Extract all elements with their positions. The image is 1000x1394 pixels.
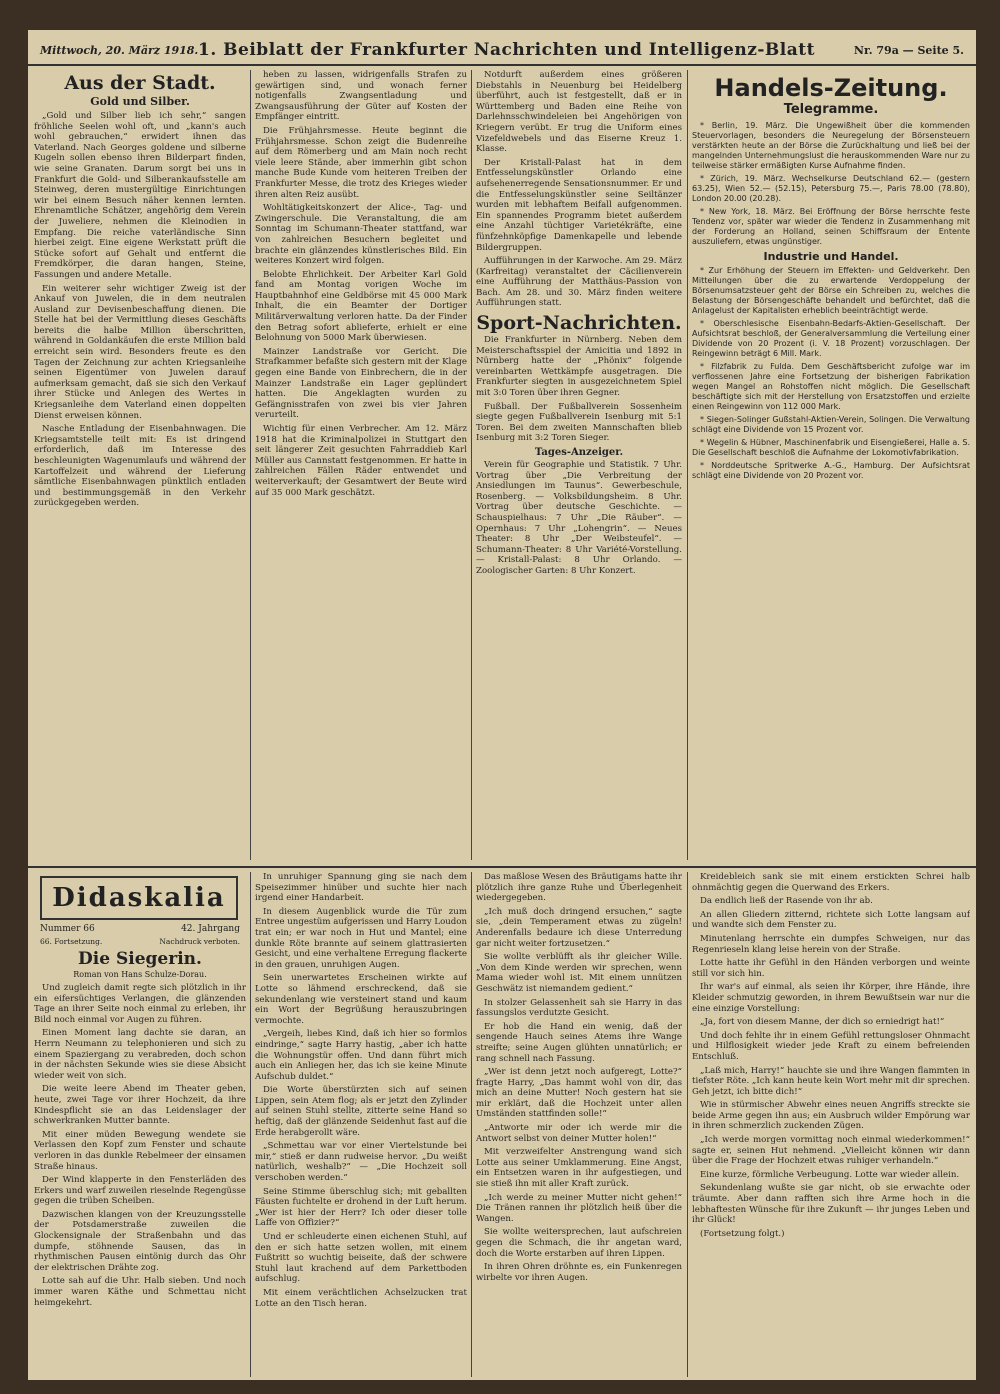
issue-number: Nummer 66 xyxy=(40,924,95,934)
novel-paragraph: In ihren Ohren dröhnte es, ein Funkenregen wirbelte vor ihren Augen. xyxy=(476,1262,682,1283)
novel-paragraph: In unruhiger Spannung ging sie nach dem Speisezimmer hinüber und suchte hier nach irgend einer Handarbeit. xyxy=(255,872,467,904)
novel-title: Die Siegerin. xyxy=(78,949,202,969)
article-paragraph: Mainzer Landstraße vor Gericht. Die Strafkammer befaßte sich gestern mit der Klage gegen eine Bande von Einbrechern, die in der Mainzer Landstraße ein Lager geplündert hatten. Die Angeklagten wurden zu Gefängnisstrafen von zwei bis vier Jahren verurteilt. xyxy=(255,346,467,421)
novel-paragraph: Der Wind klapperte in den Fensterläden des Erkers und warf zuweilen rieselnde Regengüsse gegen die trüben Scheiben. xyxy=(34,1175,246,1207)
business-paragraph: * Oberschlesische Eisenbahn-Bedarfs-Aktien-Gesellschaft. Der Aufsichtsrat beschloß, der Generalversammlung die Verteilung einer Dividende von 20 Prozent (i. V. 18 Prozent) vorzuschlagen. Der Reingewinn beträgt 6 Mill. Mark. xyxy=(692,319,970,358)
daily-notices-heading: Tages-Anzeiger. xyxy=(534,447,624,458)
sport-paragraph: Die Frankfurter in Nürnberg. Neben dem Meisterschaftsspiel der Amicitia und 1892 in Nürnberg hatte der „Phönix“ folgende vereinbarten Wettkämpfe ausgetragen. Die Frankfurter siegten in ausgezeichnetem Spiel mit 3:0 Toren über ihren Gegner. xyxy=(476,335,682,399)
article-paragraph: Wichtig für einen Verbrecher. Am 12. März 1918 hat die Kriminalpolizei in Stuttgart den seit längerer Zeit gesuchten Fahrraddieb Karl Müller aus Cannstatt festgenommen. Er hatte in zahlreichen Fällen Räder entwendet und weiterverkauft; der Gesamtwert der Beute wird auf 35 000 Mark geschätzt. xyxy=(255,424,467,498)
novel-paragraph: Und doch fehlte ihr in einem Gefühl rettungsloser Ohnmacht und Hilflosigkeit wieder jede Kraft zu einem befreienden Entschluß. xyxy=(692,1030,970,1062)
article-paragraph: Die Frühjahrsmesse. Heute beginnt die Frühjahrsmesse. Schon zeigt die Budenreihe auf dem Römerberg und am Main noch recht viele leere Stände, aber immerhin gibt schon manche Bude Kunde vom heiteren Treiben der Frankfurter Messe, die trotz des Krieges wieder ihren alten Reiz ausübt. xyxy=(255,125,467,200)
masthead-date: Mittwoch, 20. März 1918. xyxy=(40,44,199,57)
telegram-paragraph: * Berlin, 19. März. Die Ungewißheit über die kommenden Steuervorlagen, besonders die Neuregelung der Börsensteuern verstärkten heute an der Börse die Zurückhaltung und ließ bei der mangelnden Unternehmungslust die herauskommenden Ware nur zu teilweise stärker ermäßigten Kurse Aufnahme finden. xyxy=(692,121,970,170)
novel-paragraph: Sie wollte weitersprechen, laut aufschreien gegen die Schmach, die ihr angetan ward, doch die Worte erstarben auf ihren Lippen. xyxy=(476,1227,682,1259)
issue-year: 42. Jahrgang xyxy=(181,924,240,934)
business-section-title: Handels-Zeitung. xyxy=(714,74,948,102)
newspaper-page xyxy=(28,30,976,1380)
business-paragraph: * Zur Erhöhung der Steuern im Effekten- und Geldverkehr. Den Mitteilungen über die zu erwartende Verdoppelung der Börsenumsatzsteuer geht der Börse ein Schreiben zu, welches die Belastung der Börsengeschäfte behandelt und befürchtet, daß die Anlagelust der Kapitalisten erheblich beeinträchtigt werde. xyxy=(692,266,970,315)
column-divider xyxy=(687,70,688,860)
novel-paragraph: Minutenlang herrschte ein dumpfes Schweigen, nur das Regenrieseln klang leise herein von der Straße. xyxy=(692,933,970,955)
article-paragraph: heben zu lassen, widrigenfalls Strafen zu gewärtigen sind, und wonach ferner notigenfalls Zwangsentladung und Zwangsausführung der Güter auf Kosten der Empfänger eintritt. xyxy=(255,70,467,123)
article-paragraph: „Gold und Silber lieb ich sehr,“ sangen fröhliche Seelen wohl oft, und „kann's auch wohl gebrauchen,“ erwidert ihnen das Vaterland. Nach Georges goldene und silberne Kugeln sollen ebenso ihren Bilderpart finden, wie seine Granaten. Darum sorgt bei uns in Frankfurt die Gold- und Silberankaufsstelle am Steinweg, deren mustergültige Einrichtungen wir bei einem Besuch näher kennen lernten. Ehrenamtliche Schätzer, angehörig dem Verein der Juweliere, nehmen die Kleinodien in Empfang. Die reiche vaterländische Sinn hierbei zeigt. Eine eigene Werkstatt prüft die Stücke sofort auf Gehalt und entfernt die Fremdkörper, die daran hangen, Steine, Fassungen und andere Metalle. xyxy=(34,111,246,280)
novel-paragraph: Mit einem verächtlichen Achselzucken trat Lotte an den Tisch heran. xyxy=(255,1287,467,1309)
sport-news-column xyxy=(476,70,682,860)
novel-paragraph: In diesem Augenblick wurde die Tür zum Entree ungestüm aufgerissen und Harry Loudon trat ein; er war noch in Hut und Mantel; eine dunkle Röte brannte auf seinem glattrasierten Gesicht, und eine verhaltene Erregung flackerte in den grauen, unruhigen Augen. xyxy=(255,906,467,970)
industry-trade-heading: Industrie und Handel. xyxy=(763,250,899,263)
novel-paragraph: Da endlich ließ der Rasende von ihr ab. xyxy=(700,896,873,907)
novel-paragraph: Kreidebleich sank sie mit einem erstickten Schrei halb ohnmächtig gegen die Querwand des Erkers. xyxy=(692,872,970,893)
novel-paragraph: Seine Stimme überschlug sich; mit geballten Fäusten fuchtelte er drohend in der Luft herum. „Wer ist hier der Herr? Ich oder dieser tolle Laffe von Offizier?“ xyxy=(255,1186,467,1229)
novel-paragraph: „Ja, fort von diesem Manne, der dich so erniedrigt hat!“ xyxy=(700,1017,945,1028)
column-divider xyxy=(687,872,688,1377)
novel-paragraph: Dazwischen klangen von der Kreuzungsstelle der Potsdamerstraße zuweilen die Glockensignale der Straßenbahn und das dumpfe, stöhnende Sausen, das in rhythmischen Pausen eintönig durch das Ohr der elektrischen Drähte zog. xyxy=(34,1209,246,1273)
reprint-notice: Nachdruck verboten. xyxy=(159,937,240,946)
novel-paragraph: Sie wollte verblüfft als ihr gleicher Wille. „Von dem Kinde werden wir sprechen, wenn Mama wieder wohl ist. Mit einem unnützen Geschwätz ist niemandem gedient.“ xyxy=(476,952,682,994)
novel-paragraph: Er hob die Hand ein wenig, daß der sengende Hauch seines Atems ihre Wange streifte; seine Augen glühten unnatürlich; er rang schnell nach Fassung. xyxy=(476,1021,682,1064)
novel-paragraph: „Ich werde morgen vormittag noch einmal wiederkommen!“ sagte er, seinen Hut nehmend. „Vielleicht können wir dann über die Frage der Hochzeit etwas ruhiger verhandeln.“ xyxy=(692,1135,970,1167)
novel-paragraph: Und er schleuderte einen eichenen Stuhl, auf den er sich hatte setzen wollen, mit einem Fußtritt so wuchtig beiseite, daß der schwere Stuhl laut krachend auf dem Parkettboden aufschlug. xyxy=(255,1232,467,1285)
novel-paragraph: Und zugleich damit regte sich plötzlich in ihr ein eifersüchtiges Verlangen, die glänzenden Tage an ihrer Seite noch einmal zu erleben, ihr Bild noch einmal vor Augen zu führen. xyxy=(34,983,246,1025)
issue-line xyxy=(40,924,240,934)
article-paragraph: Notdurft außerdem eines größeren Diebstahls in Neuenburg bei Heidelberg überführt, auch ist festgestellt, daß er in Württemberg und Baden eine Reihe von Darlehnsschwindeleien bei Angehörigen von Kriegern verübt. Er trug die Uniform eines Vizefeldwebels und das Eiserne Kreuz 1. Klasse. xyxy=(476,70,682,155)
feuilleton-column-2 xyxy=(255,872,467,1377)
novel-byline: Roman von Hans Schulze-Dorau. xyxy=(73,970,207,979)
novel-paragraph: „Wer ist denn jetzt noch aufgeregt, Lotte?“ fragte Harry, „Das hammt wohl von dir, das mich an deine Mutter! Noch gestern hat sie mir erklärt, daß die Hochzeit unter allen Umständen stattfinden solle!“ xyxy=(476,1067,682,1120)
novel-paragraph: Wie in stürmischer Abwehr eines neuen Angriffs streckte sie beide Arme gegen ihn aus; ein Ausbruch wilder Empörung war in ihren schmerzlich zuckenden Zügen. xyxy=(692,1100,970,1132)
article-paragraph: Ein weiterer sehr wichtiger Zweig ist der Ankauf von Juwelen, die in dem neutralen Ausland zur Devisenbeschaffung dienen. Die Stelle hat bei der Vermittlung dieses Geschäfts bereits die halbe Million überschritten, während in Goldankäufen die erste Million bald erreicht sein wird. Besonders freute es den Tagen der Zeichnung zur achten Kriegsanleihe seinen Eigentümer von Juwelen darauf aufmerksam gemacht, daß sie sich den Verkauf ihrer Stücke und Anlegen des Wertes in Kriegsanleihe dem Vaterland einen doppelten Dienst erweisen können. xyxy=(34,283,246,421)
novel-paragraph: (Fortsetzung folgt.) xyxy=(700,1228,785,1239)
novel-paragraph: „Vergeih, liebes Kind, daß ich hier so formlos eindringe,“ sagte Harry hastig, „aber ich hatte die Wohnungstür offen. Und dann führt mich auch ein Anliegen her, das ich sie keine Minute Aufschub duldet.“ xyxy=(255,1029,467,1082)
local-news-column xyxy=(34,70,246,860)
feuilleton-column-3 xyxy=(476,872,682,1377)
continuation-line xyxy=(40,937,240,946)
article-paragraph: Der Kristall-Palast hat in dem Entfesselungskünstler Orlando eine aufsehenerregende Sensationsnummer. Er und die Entfesselungskünstler seine Seiltänzer wurden mit lebhaftem Beifall aufgenommen. Ein spannendes Programm bietet außerdem eine Anzahl tüchtiger Varietékräfte, eine fünfzehnköpfige Damenkapelle und lebende Bildergruppen. xyxy=(476,157,682,253)
masthead-page-number: Nr. 79a — Seite 5. xyxy=(853,44,964,57)
masthead-title: 1. Beiblatt der Frankfurter Nachrichten und Intelligenz-Blatt xyxy=(198,40,815,60)
feuilleton-column-4 xyxy=(692,872,970,1377)
novel-paragraph: „Laß mich, Harry!“ hauchte sie und ihre Wangen flammten in tiefster Röte. „Ich kann heute kein Wort mehr mit dir sprechen. Geh jetzt, ich bitte dich!“ xyxy=(692,1065,970,1097)
article-paragraph: Belobte Ehrlichkeit. Der Arbeiter Karl Gold fand am Montag vorigen Woche im Hauptbahnhof eine Geldbörse mit 45 000 Mark Inhalt, die ein Beamter der Dortiger Militärverwaltung verloren hatte. Da der Finder den Betrag sofort ablieferte, erhielt er eine Belohnung von 5000 Mark überwiesen. xyxy=(255,269,467,344)
novel-paragraph: „Antworte mir oder ich werde mir die Antwort selbst von deiner Mutter holen!“ xyxy=(476,1123,682,1144)
novel-paragraph: „Ich muß doch dringend ersuchen,“ sagte sie, „dein Temperament etwas zu zügeln! Anderenfalls bedaure ich diese Unterredung gar nicht weiter fortzusetzen.“ xyxy=(476,906,682,949)
section-heading-city: Aus der Stadt. xyxy=(64,72,216,94)
local-news-column-2 xyxy=(255,70,467,860)
continuation-number: 66. Fortsetzung. xyxy=(40,937,103,946)
novel-paragraph: Einen Moment lang dachte sie daran, an Herrn Neumann zu telephonieren und sich zu einem Spaziergang zu verabreden, doch schon in der nächsten Sekunde wies sie diese Absicht wieder weit von sich. xyxy=(34,1028,246,1081)
article-paragraph: Wohltätigkeitskonzert der Alice-, Tag- und Zwingerschule. Die Veranstaltung, die am Sonntag im Schumann-Theater stattfand, war von zahlreichen Besuchern begleitet und brachte ein glänzendes künstlerisches Bild. Ein weiteres Konzert wird folgen. xyxy=(255,203,467,267)
novel-paragraph: Mit einer müden Bewegung wendete sie Verlassen den Kopf zum Fenster und schaute verloren in das dunkle Rebelmeer der einsamen Straße hinaus. xyxy=(34,1129,246,1172)
feuilleton-nameplate xyxy=(40,876,238,920)
novel-paragraph: Sein unerwartetes Erscheinen wirkte auf Lotte so lähmend erschreckend, daß sie sekundenlang wie versteinert stand und kaum ein Wort der Begrüßung herauszubringen vermochte. xyxy=(255,973,467,1026)
business-paragraph: * Wegelin & Hübner, Maschinenfabrik und Eisengießerei, Halle a. S. Die Gesellschaft beschloß die Aufnahme der Lokomotivfabrikation. xyxy=(692,438,970,457)
article-paragraph: Aufführungen in der Karwoche. Am 29. März (Karfreitag) veranstaltet der Cäcilienverein eine Aufführung der Matthäus-Passion von Bach. Am 28. und 30. März finden weitere Aufführungen statt. xyxy=(476,256,682,309)
novel-paragraph: Das maßlose Wesen des Bräutigams hatte ihr plötzlich ihre ganze Ruhe und Überlegenheit wiedergegeben. xyxy=(476,872,682,904)
column-divider xyxy=(250,872,251,1377)
notice-paragraph: Verein für Geographie und Statistik. 7 Uhr. Vortrag über „Die Verbreitung der Ansiedlungen im Taunus“. Gewerbeschule, Rosenberg. — Volksbildungsheim. 8 Uhr. Vortrag über deutsche Geschichte. — Schauspielhaus: 7 Uhr „Die Räuber“. — Opernhaus: 7 Uhr „Lohengrin“. — Neues Theater: 8 Uhr „Der Weibsteufel“. — Schumann-Theater: 8 Uhr Variété-Vorstellung. — Kristall-Palast: 8 Uhr Orlando. — Zoologischer Garten: 8 Uhr Konzert. xyxy=(476,460,682,576)
column-divider xyxy=(471,70,472,860)
novel-paragraph: Ihr war's auf einmal, als seien ihr Körper, ihre Hände, ihre Kleider schmutzig geworden, in ihrem Bewußtsein war nur die eine einzige Vorstellung: xyxy=(692,982,970,1014)
article-paragraph: Nasche Entladung der Eisenbahnwagen. Die Kriegsamtstelle teilt mit: Es ist dringend erforderlich, daß im Interesse des beschleunigten Wagenumlaufs und während der Kartoffelzeit und während der Lieferung sämtliche Eisenbahnwagen pünktlich entladen und bestimmungsgemäß in den Verkehr zurückgegeben werden. xyxy=(34,424,246,509)
sport-paragraph: Fußball. Der Fußballverein Sossenheim siegte gegen Fußballverein Isenburg mit 5:1 Toren. Bei dem zweiten Mannschaften blieb Isenburg mit 3:2 Toren Sieger. xyxy=(476,401,682,444)
business-paragraph: * Norddeutsche Spritwerke A.-G., Hamburg. Der Aufsichtsrat schlägt eine Dividende von 20 Prozent vor. xyxy=(692,461,970,480)
article-heading-gold-silver: Gold und Silber. xyxy=(90,95,190,108)
business-paragraph: * Filzfabrik zu Fulda. Dem Geschäftsbericht zufolge war im verflossenen Jahre eine Fortsetzung der bisherigen Fabrikation wegen Mangel an Rohstoffen nicht möglich. Die Gesellschaft beschäftigte sich mit der Herstellung von Ersatzstoffen und erzielte einen Reingewinn von 112 000 Mark. xyxy=(692,362,970,411)
sport-news-heading: Sport-Nachrichten. xyxy=(476,312,682,335)
novel-paragraph: Sekundenlang wußte sie gar nicht, ob sie erwachte oder träumte. Aber dann rafften sich ihre Arme hoch in die lebhaftesten Wünsche für ihre Zukunft — ihr junges Leben und ihr Glück! xyxy=(692,1183,970,1226)
novel-paragraph: In stolzer Gelassenheit sah sie Harry in das fassungslos verdutzte Gesicht. xyxy=(476,997,682,1019)
business-paragraph: * Siegen-Solinger Gußstahl-Aktien-Verein, Solingen. Die Verwaltung schlägt eine Dividende von 15 Prozent vor. xyxy=(692,415,970,434)
novel-paragraph: Lotte hatte ihr Gefühl in den Händen verborgen und weinte still vor sich hin. xyxy=(692,958,970,979)
business-column xyxy=(692,70,970,860)
column-divider xyxy=(250,70,251,860)
telegram-paragraph: * Zürich, 19. März. Wechselkurse Deutschland 62.— (gestern 63.25), Wien 52.— (52.15), Petersburg 75.—, Paris 78.00 (78.80), London 20.00 (20.28). xyxy=(692,174,970,203)
column-divider xyxy=(471,872,472,1377)
novel-paragraph: Mit verzweifelter Anstrengung wand sich Lotte aus seiner Umklammerung. Eine Angst, ein Entsetzen waren in ihr aufgestiegen, und sie stieß ihn mit aller Kraft zurück. xyxy=(476,1147,682,1190)
novel-paragraph: „Schmettau war vor einer Viertelstunde bei mir,“ stieß er dann rudweise hervor. „Du weißt natürlich, weshalb?“ — „Die Hochzeit soll verschoben werden.“ xyxy=(255,1141,467,1184)
novel-paragraph: „Ich werde zu meiner Mutter nicht gehen!“ Die Tränen rannen ihr plötzlich heiß über die Wangen. xyxy=(476,1192,682,1224)
novel-paragraph: Die weite leere Abend im Theater geben, heute, zwei Tage vor ihrer Hochzeit, da ihre Kindespflicht sie an das Leidenslager der schwerkranken Mutter bannte. xyxy=(34,1084,246,1127)
feuilleton-divider xyxy=(28,866,976,868)
novel-paragraph: Eine kurze, förmliche Verbeugung. Lotte war wieder allein. xyxy=(700,1169,960,1180)
feuilleton-column-1 xyxy=(34,872,246,1377)
novel-paragraph: Die Worte überstürzten sich auf seinen Lippen, sein Atem flog; als er jetzt den Zylinder auf seinen Stuhl stellte, zitterte seine Hand so heftig, daß der glänzende Seidenhut fast auf die Erde herabgerollt wäre. xyxy=(255,1085,467,1138)
feuilleton-name: Didaskalia xyxy=(52,883,226,913)
novel-paragraph: Lotte sah auf die Uhr. Halb sieben. Und noch immer waren Käthe und Schmettau nicht heimgekehrt. xyxy=(34,1276,246,1308)
telegram-paragraph: * New York, 18. März. Bei Eröffnung der Börse herrschte feste Tendenz vor, später war wieder die Tendenz in Zusammenhang mit der Forderung an Holland, seinen Schiffsraum der Entente auszuliefern, etwas ungünstiger. xyxy=(692,207,970,246)
telegrams-subtitle: Telegramme. xyxy=(783,102,879,117)
masthead xyxy=(28,38,976,66)
novel-paragraph: An allen Gliedern zitternd, richtete sich Lotte langsam auf und wandte sich dem Fenster zu. xyxy=(692,909,970,931)
